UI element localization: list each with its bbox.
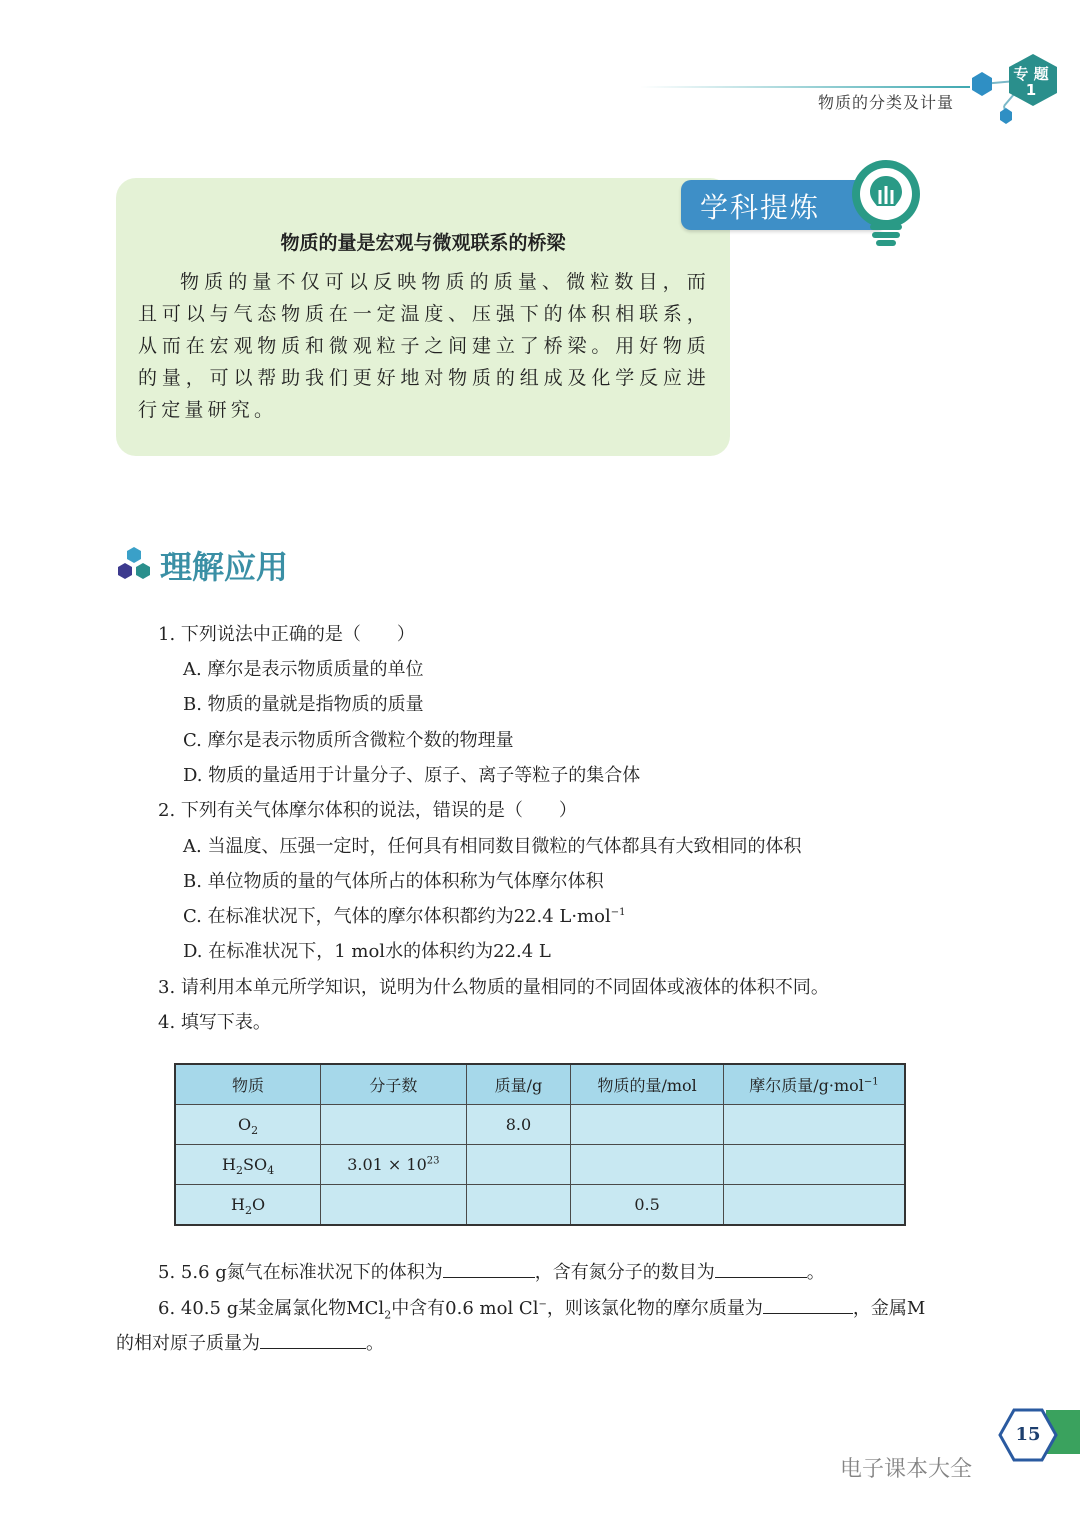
question-6-part1: 6. 40.5 g某金属氯化物MCl bbox=[158, 1298, 385, 1319]
question-2-option-d: D. 在标准状况下，1 mol水的体积约为22.4 L bbox=[183, 941, 551, 962]
question-1-option-d: D. 物质的量适用于计量分子、原子、离子等粒子的集合体 bbox=[183, 765, 641, 786]
header-mass: 质量/g bbox=[466, 1064, 571, 1105]
question-2-option-a: A. 当温度、压强一定时，任何具有相同数目微粒的气体都具有大致相同的体积 bbox=[183, 836, 802, 857]
cell-substance bbox=[175, 1105, 321, 1145]
answer-blank[interactable] bbox=[443, 1259, 535, 1278]
question-6 bbox=[158, 1294, 925, 1320]
cell-molar-mass bbox=[723, 1185, 905, 1226]
formula-subscript: 2 bbox=[244, 1204, 252, 1218]
lightbulb-icon bbox=[850, 158, 922, 250]
formula-part: O bbox=[251, 1195, 266, 1214]
formula: O bbox=[237, 1115, 252, 1134]
question-5 bbox=[158, 1258, 825, 1284]
question-2-option-c bbox=[183, 902, 625, 928]
header-molecules: 分子数 bbox=[321, 1064, 467, 1105]
question-2: 2. 下列有关气体摩尔体积的说法，错误的是（ ） bbox=[158, 800, 577, 821]
header-molar-mass-text: 摩尔质量/g·mol bbox=[749, 1076, 864, 1095]
question-1-option-c: C. 摩尔是表示物质所含微粒个数的物理量 bbox=[183, 730, 514, 751]
question-6-line2-text: 的相对原子质量为 bbox=[116, 1333, 260, 1354]
chapter-number: 1 bbox=[1025, 81, 1037, 99]
formula-subscript: 4 bbox=[267, 1164, 275, 1178]
question-6-part3: ，则该氯化物的摩尔质量为 bbox=[546, 1298, 763, 1319]
formula-part: SO bbox=[242, 1155, 268, 1174]
formula: H bbox=[231, 1195, 245, 1214]
cell-mass bbox=[466, 1145, 571, 1185]
header-molar-mass bbox=[723, 1064, 905, 1105]
section-hexagon-icon bbox=[115, 545, 153, 583]
chapter-label bbox=[1008, 66, 1054, 98]
molecule-count: 3.01 × 10 bbox=[347, 1155, 427, 1174]
section-title: 理解应用 bbox=[160, 548, 289, 586]
formula-subscript: 2 bbox=[235, 1164, 243, 1178]
cell-substance bbox=[175, 1145, 321, 1185]
watermark: 电子课本大全 bbox=[840, 1457, 973, 1482]
cell-molecules bbox=[321, 1145, 467, 1185]
fill-in-table bbox=[174, 1063, 906, 1226]
header-substance: 物质 bbox=[175, 1064, 321, 1105]
question-5-part1: 5. 5.6 g氮气在标准状况下的体积为 bbox=[158, 1262, 443, 1283]
answer-blank[interactable] bbox=[763, 1295, 853, 1314]
answer-blank[interactable] bbox=[260, 1330, 366, 1349]
question-6-part4: ，金属M bbox=[852, 1298, 926, 1319]
chapter-label-text: 专 题 bbox=[1013, 65, 1049, 83]
table-row bbox=[175, 1145, 905, 1185]
question-4: 4. 填写下表。 bbox=[158, 1012, 271, 1033]
cell-molecules bbox=[321, 1105, 467, 1145]
chapter-title: 物质的分类及计量 bbox=[818, 93, 955, 112]
question-1-option-a: A. 摩尔是表示物质质量的单位 bbox=[183, 659, 424, 680]
question-2-option-b: B. 单位物质的量的气体所占的体积称为气体摩尔体积 bbox=[183, 871, 604, 892]
answer-blank[interactable] bbox=[715, 1259, 807, 1278]
question-5-part3: 。 bbox=[806, 1262, 825, 1283]
cell-amount: 0.5 bbox=[571, 1185, 724, 1226]
question-5-part2: ，含有氮分子的数目为 bbox=[534, 1262, 715, 1283]
question-6-part2: 中含有0.6 mol Cl bbox=[391, 1298, 539, 1319]
page-number: 15 bbox=[1015, 1424, 1041, 1445]
cell-substance bbox=[175, 1185, 321, 1226]
formula-subscript: 2 bbox=[251, 1124, 259, 1138]
cell-amount bbox=[571, 1145, 724, 1185]
formula: H bbox=[222, 1155, 236, 1174]
molecule-exponent: 23 bbox=[426, 1155, 440, 1167]
cell-molar-mass bbox=[723, 1145, 905, 1185]
cell-mass bbox=[466, 1185, 571, 1226]
knowledge-title: 物质的量是宏观与微观联系的桥梁 bbox=[280, 232, 566, 254]
question-1-option-b: B. 物质的量就是指物质的质量 bbox=[183, 694, 424, 715]
knowledge-body: 物质的量不仅可以反映物质的质量、微粒数目，而且可以与气态物质在一定温度、压强下的体积相联系，从而在宏观物质和微观粒子之间建立了桥梁。用好物质的量，可以帮助我们更好地对物质的组成及化学反应进行定量研究。 bbox=[138, 271, 710, 421]
header-divider bbox=[640, 86, 970, 88]
question-1: 1. 下列说法中正确的是（ ） bbox=[158, 624, 415, 645]
cell-molecules bbox=[321, 1185, 467, 1226]
header-molar-mass-exponent: −1 bbox=[863, 1076, 879, 1088]
header-amount: 物质的量/mol bbox=[571, 1064, 724, 1105]
question-2-option-c-text: C. 在标准状况下，气体的摩尔体积都约为22.4 L·mol bbox=[183, 906, 611, 927]
question-6-line-2 bbox=[116, 1329, 384, 1355]
table-header-row bbox=[175, 1064, 905, 1105]
unit-exponent: −1 bbox=[610, 907, 626, 918]
knowledge-banner-label: 学科提炼 bbox=[700, 191, 821, 224]
cell-molar-mass bbox=[723, 1105, 905, 1145]
table-row bbox=[175, 1185, 905, 1226]
cell-mass: 8.0 bbox=[466, 1105, 571, 1145]
ion-charge: − bbox=[538, 1299, 547, 1310]
question-3: 3. 请利用本单元所学知识，说明为什么物质的量相同的不同固体或液体的体积不同。 bbox=[158, 977, 829, 998]
table-row bbox=[175, 1105, 905, 1145]
formula-subscript: 2 bbox=[384, 1308, 392, 1322]
cell-amount bbox=[571, 1105, 724, 1145]
question-6-line2-end: 。 bbox=[366, 1333, 384, 1354]
